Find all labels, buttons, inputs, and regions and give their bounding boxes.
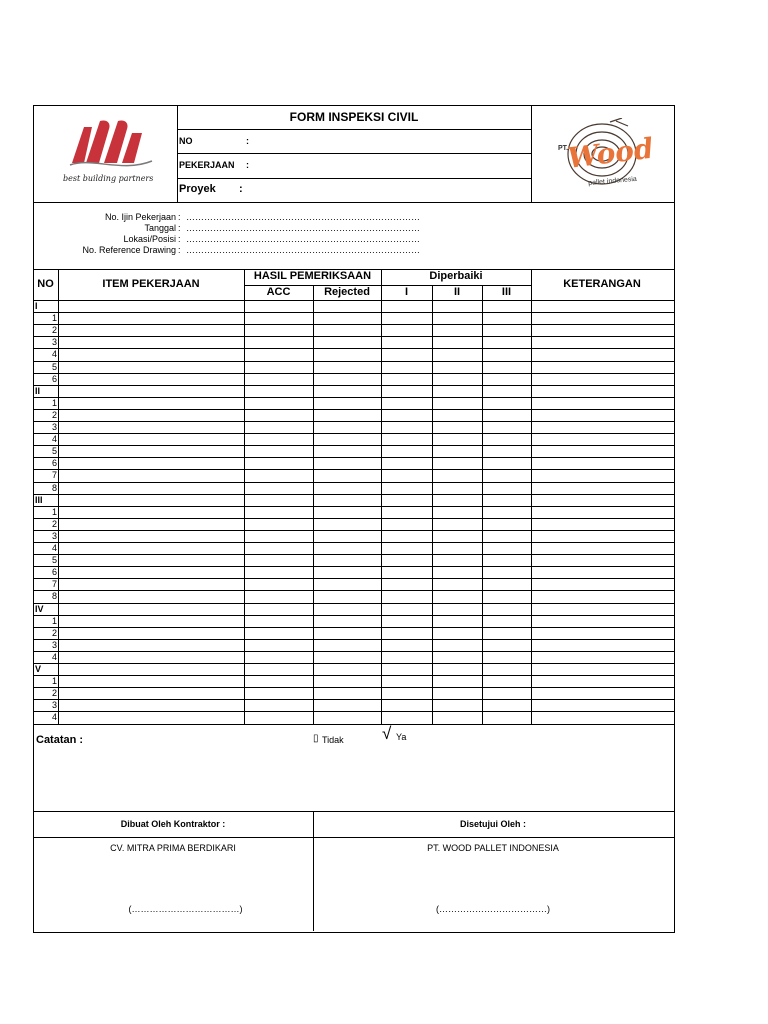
table-row	[33, 518, 674, 530]
table-row	[33, 675, 674, 687]
table-row	[33, 578, 674, 590]
table-section-row	[33, 603, 674, 615]
row-number: 3	[51, 639, 57, 650]
row-number: 3	[51, 337, 57, 348]
sign-right-blank: (………………………………)	[436, 904, 550, 914]
th-diperbaiki: Diperbaiki	[429, 270, 483, 282]
field-proyek-label: Proyek	[179, 183, 216, 195]
row-number: 5	[51, 555, 57, 566]
th-keterangan: KETERANGAN	[563, 278, 641, 290]
th-subline	[244, 285, 531, 286]
info-dots: ……………………………………………………………………	[186, 234, 420, 244]
row-number: 1	[51, 615, 57, 626]
field-pekerjaan-label: PEKERJAAN	[179, 160, 235, 170]
ya-label: Ya	[396, 732, 407, 742]
row-number: 4	[51, 349, 57, 360]
table-row	[33, 615, 674, 627]
row-number: 8	[51, 482, 57, 493]
table-row	[33, 554, 674, 566]
info-sep: :	[178, 245, 181, 255]
sign-left-company: CV. MITRA PRIMA BERDIKARI	[110, 843, 236, 853]
table-row	[33, 639, 674, 651]
table-row	[33, 651, 674, 663]
header-row-line	[177, 129, 531, 130]
logo-right-prefix: PT.	[558, 145, 569, 152]
row-number: 7	[51, 579, 57, 590]
row-number: 2	[51, 627, 57, 638]
sign-left-blank: (………………………………)	[128, 904, 243, 914]
ya-checkmark[interactable]: √	[382, 724, 392, 743]
table-row	[33, 348, 674, 360]
row-number: 8	[51, 591, 57, 602]
row-number: 6	[51, 458, 57, 469]
header-bottom-line	[33, 202, 674, 203]
sign-left-header: Dibuat Oleh Kontraktor :	[120, 819, 226, 829]
info-label-ijin: No. Ijin Pekerjaan	[104, 212, 176, 222]
table-row	[33, 711, 674, 723]
row-number: 1	[51, 506, 57, 517]
row-number: 1	[51, 676, 57, 687]
sign-right-header: Disetujui Oleh :	[459, 819, 526, 829]
form-title: FORM INSPEKSI CIVIL	[289, 110, 419, 124]
field-no-sep: :	[246, 136, 249, 146]
row-number: 4	[51, 712, 57, 723]
header-row-line	[177, 178, 531, 179]
table-row	[33, 457, 674, 469]
th-item: ITEM PEKERJAAN	[102, 278, 200, 290]
section-label: V	[35, 664, 42, 674]
th-rejected: Rejected	[324, 286, 370, 298]
section-label: IV	[35, 603, 44, 614]
info-dots: ……………………………………………………………………	[186, 212, 420, 222]
table-row	[33, 421, 674, 433]
table-row	[33, 566, 674, 578]
table-section-row	[33, 663, 674, 675]
table-row	[33, 373, 674, 385]
catatan-bottom-line	[33, 811, 674, 812]
logo-tagline: best building partners	[63, 174, 154, 183]
row-number: 1	[51, 313, 57, 324]
row-number: 5	[51, 446, 57, 457]
th-acc: ACC	[266, 286, 291, 298]
sign-right-company: PT. WOOD PALLET INDONESIA	[427, 843, 559, 853]
field-proyek-sep: :	[239, 183, 243, 195]
row-number: 3	[51, 700, 57, 711]
table-row	[33, 361, 674, 373]
row-number: 1	[51, 397, 57, 408]
row-number: 2	[51, 325, 57, 336]
row-number: 2	[51, 688, 57, 699]
table-section-row	[33, 385, 674, 397]
table-row	[33, 409, 674, 421]
th-d2: II	[453, 286, 461, 298]
logo-right-name: Wood	[565, 131, 656, 175]
table-row	[33, 324, 674, 336]
th-hasil: HASIL PEMERIKSAAN	[253, 270, 372, 282]
signature-header-line	[33, 837, 674, 838]
table-row-line	[33, 724, 674, 725]
table-row	[33, 687, 674, 699]
table-section-row	[33, 300, 674, 312]
info-dots: ……………………………………………………………………	[186, 223, 420, 233]
row-number: 2	[51, 518, 57, 529]
table-row	[33, 530, 674, 542]
row-number: 6	[51, 567, 57, 578]
row-number: 4	[51, 651, 57, 662]
info-label-tanggal: Tanggal	[144, 223, 176, 233]
catatan-label: Catatan :	[36, 734, 84, 746]
table-row	[33, 397, 674, 409]
th-d3: III	[501, 286, 512, 298]
table-row	[33, 445, 674, 457]
info-label-drawing: No. Reference Drawing	[82, 245, 176, 255]
table-row	[33, 627, 674, 639]
info-sep: :	[178, 223, 181, 233]
table-row	[33, 433, 674, 445]
tidak-label: Tidak	[322, 735, 344, 745]
table-row	[33, 590, 674, 602]
tidak-checkbox[interactable]: ▯	[313, 733, 319, 744]
th-no: NO	[37, 278, 54, 290]
th-d1: I	[404, 286, 409, 298]
info-sep: :	[178, 212, 181, 222]
section-label: I	[35, 301, 38, 311]
table-row	[33, 336, 674, 348]
logo-right-sub: pallet indonesia	[588, 175, 638, 187]
row-number: 2	[51, 409, 57, 420]
table-section-row	[33, 494, 674, 506]
row-number: 3	[51, 422, 57, 432]
table-row	[33, 469, 674, 481]
section-label: II	[35, 385, 41, 396]
header-row-line	[177, 153, 531, 154]
table-row	[33, 312, 674, 324]
section-label: III	[35, 494, 43, 505]
row-number: 7	[51, 470, 57, 481]
info-sep: :	[178, 234, 181, 244]
row-number: 4	[51, 543, 57, 553]
table-row	[33, 506, 674, 518]
field-no-label: NO	[179, 136, 193, 146]
info-label-lokasi: Lokasi/Posisi	[123, 234, 176, 244]
row-number: 6	[51, 373, 57, 384]
row-number: 3	[51, 530, 57, 541]
table-row	[33, 482, 674, 494]
info-dots: ……………………………………………………………………	[186, 245, 420, 255]
row-number: 5	[51, 361, 57, 372]
row-number: 4	[51, 434, 57, 445]
field-pekerjaan-sep: :	[246, 160, 249, 170]
table-row	[33, 699, 674, 711]
table-row	[33, 542, 674, 554]
header-divider-right	[531, 105, 532, 202]
